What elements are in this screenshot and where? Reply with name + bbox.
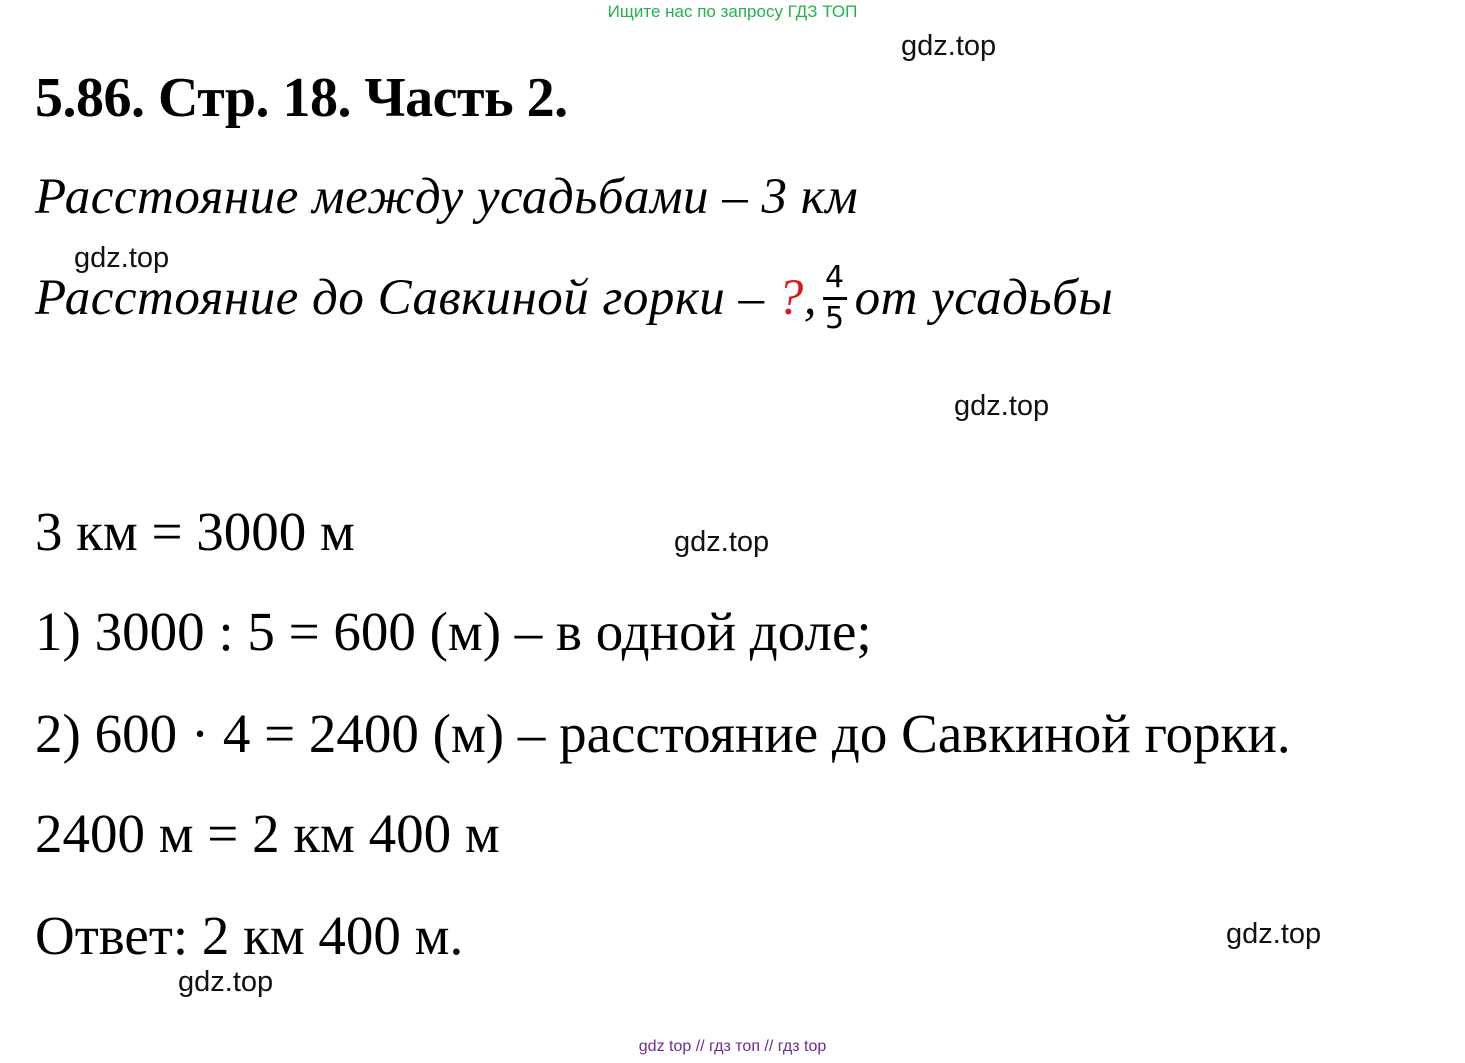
watermark: gdz.top [674,526,770,558]
solution-step-1: 1) 3000 : 5 = 600 (м) – в одной доле; [35,601,872,662]
given-line-target-text: Расстояние до Савкиной горки – [35,270,778,327]
watermark: gdz.top [901,30,997,62]
fraction-bar [823,297,847,300]
search-banner: Ищите нас по запросу ГДЗ ТОП [607,2,858,21]
unit-conversion: 3 км = 3000 м [35,501,355,562]
given-line-target-suffix: от усадьбы [854,270,1114,327]
given-line-target [35,260,1114,341]
fraction-numerator: 4 [825,260,845,295]
comma: , [803,270,817,327]
footer-watermark: gdz top // гдз топ // гдз top [638,1038,827,1055]
solution-step-2: 2) 600 · 4 = 2400 (м) – расстояние до Савкиной горки. [35,703,1291,764]
given-line-distance: Расстояние между усадьбами – 3 км [35,169,859,225]
watermark: gdz.top [1226,918,1322,950]
result-conversion: 2400 м = 2 км 400 м [35,803,500,864]
unknown-question-mark: ? [777,270,804,327]
page-title: 5.86. Стр. 18. Часть 2. [35,67,568,129]
watermark: gdz.top [954,390,1050,422]
fraction-four-fifths [823,260,847,337]
fraction-denominator: 5 [825,301,845,336]
watermark: gdz.top [178,966,274,998]
answer: Ответ: 2 км 400 м. [35,905,464,966]
watermark: gdz.top [74,242,170,274]
